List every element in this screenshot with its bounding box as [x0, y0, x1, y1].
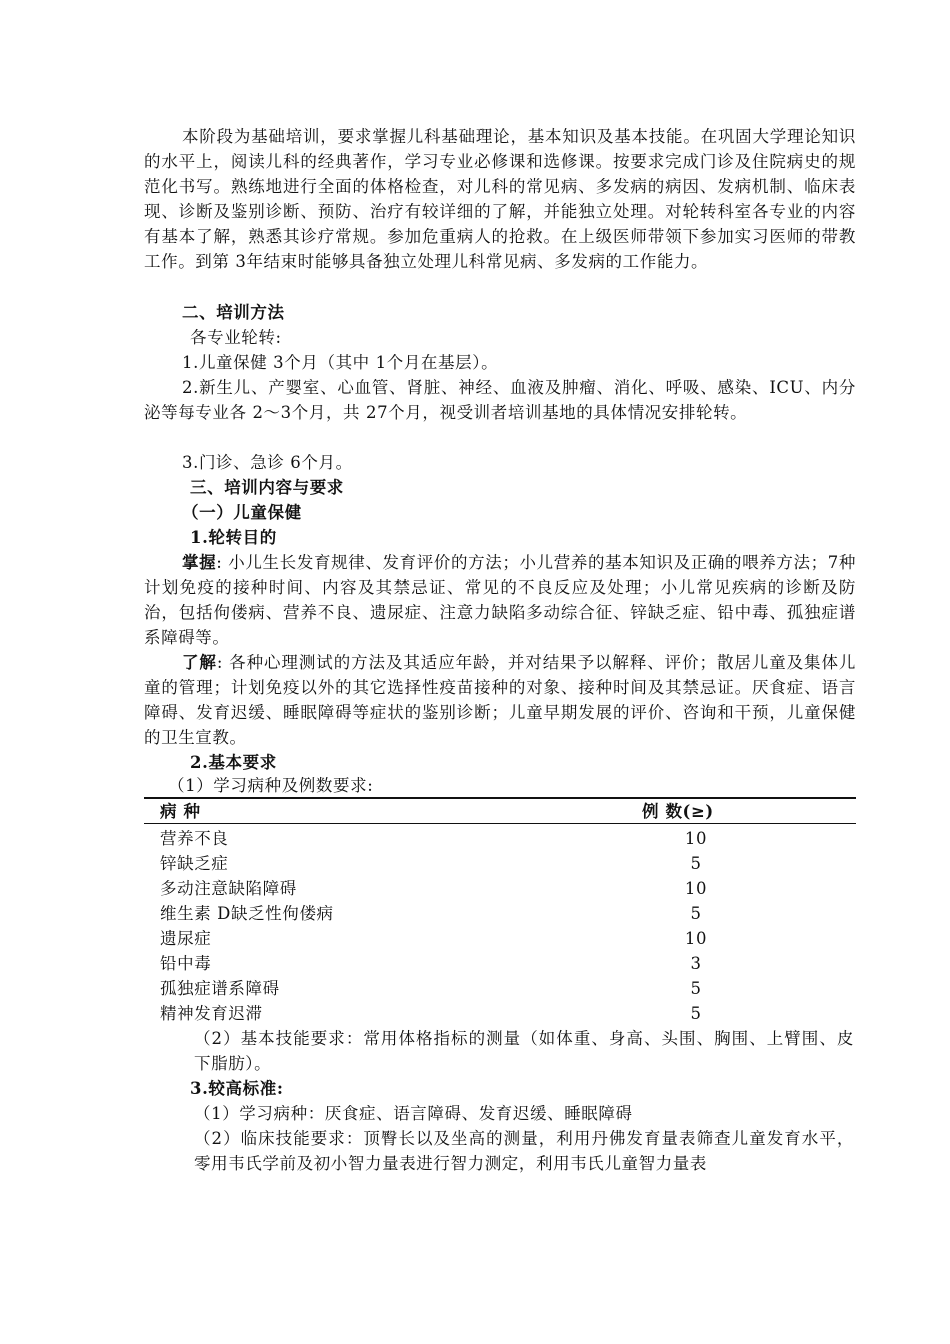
higher-standard-title: 3.较高标准:	[190, 1079, 284, 1098]
table-row-count: 5	[690, 979, 702, 998]
basic-requirements-title: 2.基本要求	[190, 753, 277, 772]
master-label: 掌握	[182, 553, 217, 572]
table-row-count: 10	[684, 929, 708, 948]
table-row-count: 3	[690, 954, 702, 973]
table-head-rule	[144, 823, 856, 824]
table-row-disease: 铅中毒	[160, 954, 212, 973]
table-row-disease: 营养不良	[160, 829, 229, 848]
table-row-count: 10	[684, 829, 708, 848]
rotation-goal-title: 1.轮转目的	[190, 528, 277, 547]
table-head-count: 例 数(≥)	[642, 802, 714, 821]
rotation-item-2: 2.新生儿、产婴室、心血管、肾脏、神经、血液及肿瘤、消化、呼吸、感染、ICU、内分泌等每专业各 2～3个月，共 27个月，视受训者培训基地的具体情况安排轮转。	[144, 378, 857, 422]
table-top-rule	[144, 797, 856, 799]
table-row-disease: 精神发育迟滞	[160, 1004, 263, 1023]
table-row-count: 10	[684, 879, 708, 898]
table-row-count: 5	[690, 1004, 702, 1023]
know-label: 了解	[182, 653, 217, 672]
table-head-disease: 病 种	[160, 802, 201, 821]
rotation-item-3: 3.门诊、急诊 6个月。	[182, 453, 353, 472]
rotation-item-1: 1.儿童保健 3个月（其中 1个月在基层）。	[182, 353, 499, 372]
basic-skills-paragraph: （2）基本技能要求：常用体格指标的测量（如体重、身高、头围、胸围、上臂围、皮下脂肪）。	[194, 1029, 854, 1073]
know-text: : 各种心理测试的方法及其适应年龄，并对结果予以解释、评价；散居儿童及集体儿童的管理；计划免疫以外的其它选择性疫苗接种的对象、接种时间及其禁忌证。厌食症、语言障碍、发育迟缓、睡眠障碍等症状的鉴别诊断；儿童早期发展的评价、咨询和干预，儿童保健的卫生宣教。	[144, 653, 856, 747]
table-caption: （1）学习病种及例数要求:	[168, 776, 374, 795]
table-row-disease: 孤独症谱系障碍	[160, 979, 280, 998]
intro-paragraph: 本阶段为基础培训，要求掌握儿科基础理论，基本知识及基本技能。在巩固大学理论知识的水平上，阅读儿科的经典著作，学习专业必修课和选修课。按要求完成门诊及住院病史的规范化书写。熟练地进行全面的体格检查，对儿科的常见病、多发病的病因、发病机制、临床表现、诊断及鉴别诊断、预防、治疗有较详细的了解，并能独立处理。对轮转科室各专业的内容有基本了解，熟悉其诊疗常规。参加危重病人的抢救。在上级医师带领下参加实习医师的带教工作。到第 3年结束时能够具备独立处理儿科常见病、多发病的工作能力。	[144, 127, 856, 271]
table-row-count: 5	[690, 904, 702, 923]
subsection-child-health: （一）儿童保健	[182, 503, 302, 522]
higher-item-2: （2）临床技能要求：顶臀长以及坐高的测量，利用丹佛发育量表筛查儿童发育水平，零用韦氏学前及初小智力量表进行智力测定，利用韦氏儿童智力量表	[194, 1129, 854, 1173]
table-row-disease: 多动注意缺陷障碍	[160, 879, 297, 898]
table-row-disease: 遗尿症	[160, 929, 212, 948]
section-heading-content: 三、培训内容与要求	[190, 478, 344, 497]
master-text: : 小儿生长发育规律、发育评价的方法；小儿营养的基本知识及正确的喂养方法；7种计划免疫的接种时间、内容及其禁忌证、常见的不良反应及处理；小儿常见疾病的诊断及防治，包括佝偻病、营养不良、遗尿症、注意力缺陷多动综合征、锌缺乏症、铅中毒、孤独症谱系障碍等。	[144, 553, 857, 647]
higher-item-1: （1）学习病种：厌食症、语言障碍、发育迟缓、睡眠障碍	[194, 1104, 633, 1123]
master-paragraph	[144, 550, 856, 650]
section-heading-training-method: 二、培训方法	[182, 303, 285, 322]
know-paragraph	[144, 650, 856, 750]
table-row-disease: 锌缺乏症	[160, 854, 229, 873]
table-row-disease: 维生素 D缺乏性佝偻病	[160, 904, 334, 923]
rotation-subheading: 各专业轮转:	[190, 328, 282, 347]
table-row-count: 5	[690, 854, 702, 873]
